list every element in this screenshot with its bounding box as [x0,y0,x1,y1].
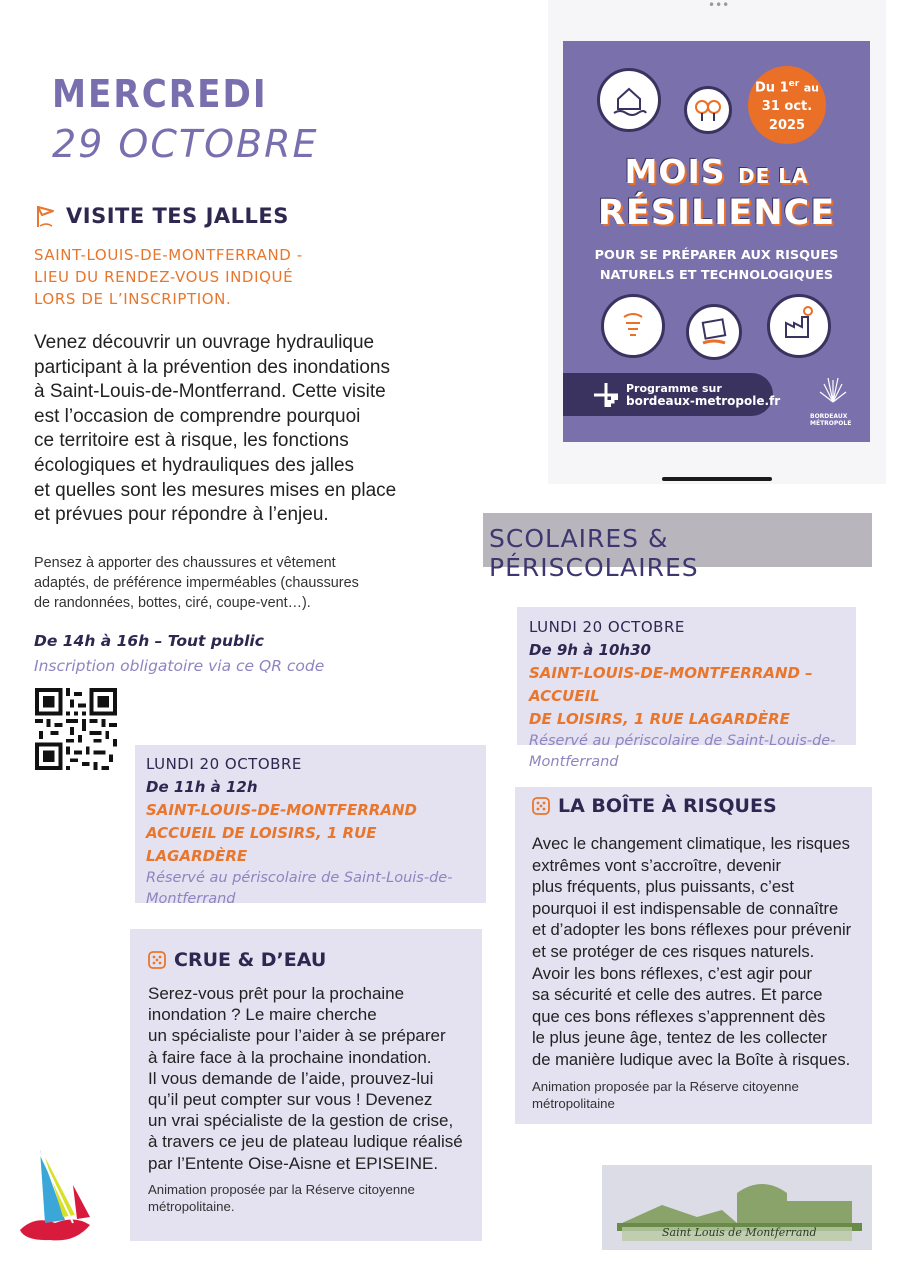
more-dots-icon[interactable]: ••• [708,0,730,12]
visit-time: De 14h à 16h – Tout public [34,632,264,650]
sail-logo [15,1145,95,1243]
session-day: LUNDI 20 OCTOBRE [146,755,302,773]
visit-heading [34,204,289,228]
poster-title-1: MOIS DE LA [624,152,809,191]
session-reserved-2: Montferrand [529,754,619,770]
scolaires-heading: SCOLAIRES & PÉRISCOLAIRES [483,513,872,567]
flood-house-icon [597,68,661,132]
saint-louis-logo-text: Saint Louis de Montferrand [662,1226,817,1239]
visit-note: Pensez à apporter des chaussures et vêtement adaptés, de préférence imperméables (chaussures de randonnées, bottes, ciré, coupe-vent…). [34,555,359,611]
qr-code[interactable] [35,688,117,770]
session-time: De 9h à 10h30 [529,641,651,659]
session-box-right [517,607,856,770]
storm-icon [601,294,665,358]
metropole-logo-text: BORDEAUX MÉTROPOLE [810,413,852,427]
game-description: Avec le changement climatique, les risques extrêmes vont s’accroître, devenir plus fréquents, plus puissants, c’est pourquoi il est indispensable de connaître et d’adopter les bons réflexes pour prévenir et se protéger de ces risques naturels. Avoir les bons réflexes, c’est agir pour sa sécurité et celle des autres. Et parce que ces bons réflexes s’apprennent dès le plus jeune âge, tentez de les collecter de manière ludique avec la Boîte à risques. [532,834,852,1069]
game-box-boite [515,787,872,1124]
dice-icon [532,797,550,815]
game-box-crue [130,929,482,1241]
session-location-1: SAINT-LOUIS-DE-MONTFERRAND [146,801,417,819]
day-title: MERCREDI [52,72,268,116]
session-time: De 11h à 12h [146,778,258,796]
metropole-logo-icon [816,374,850,412]
date-title: 29 OCTOBRE [52,122,319,166]
game-title: LA BOÎTE À RISQUES [558,795,777,817]
poster-title-2: RÉSILIENCE [597,193,836,233]
factory-icon [767,294,831,358]
session-box-left [135,745,486,907]
visit-description: Venez découvrir un ouvrage hydraulique participant à la prévention des inondations à Saint-Louis-de-Montferrand. Cette visite est l’occasion de comprendre pourquoi ce territoire est à risque, les fonctions écologiques et hydrauliques des jalles et quelles sont les mesures mises en place et prévues pour répondre à l’enjeu. [34,332,397,526]
visit-location: SAINT-LOUIS-DE-MONTFERRAND - LIEU DU RENDEZ-VOUS INDIQUÉ LORS DE L’INSCRIPTION. [34,246,303,308]
forest-fire-icon [684,86,732,134]
game-note: Animation proposée par la Réserve citoyenne métropolitaine. [148,1181,415,1214]
session-day: LUNDI 20 OCTOBRE [529,618,685,636]
session-location-2: DE LOISIRS, 1 RUE LAGARDÈRE [529,710,790,728]
session-location-1: SAINT-LOUIS-DE-MONTFERRAND – ACCUEIL [529,664,813,705]
session-reserved-1: Réservé au périscolaire de Saint-Louis-de- [146,870,453,886]
visit-registration: Inscription obligatoire via ce QR code [34,657,325,675]
poster-qr-icon [594,383,618,407]
poster-subtitle: POUR SE PRÉPARER AUX RISQUES NATURELS ET TECHNOLOGIQUES [594,248,839,283]
document-icon [686,304,742,360]
program-text: Programme sur bordeaux-metropole.fr [626,382,781,408]
session-reserved-1: Réservé au périscolaire de Saint-Louis-de- [529,733,836,749]
game-heading [532,795,855,817]
home-indicator [662,477,772,481]
flag-icon [34,204,58,228]
session-location-2: ACCUEIL DE LOISIRS, 1 RUE LAGARDÈRE [146,824,377,865]
dice-icon [148,951,166,969]
game-description: Serez-vous prêt pour la prochaine inondation ? Le maire cherche un spécialiste pour l’aider à se préparer à faire face à la prochaine inondation. Il vous demande de l’aide, prouvez-lui qu’il peut compter sur vous ! Devenez un vrai spécialiste de la gestion de crise, à travers ce jeu de plateau ludique réalisé par l’Entente Oise-Aisne et EPISEINE. [148,984,463,1173]
game-note: Animation proposée par la Réserve citoyenne métropolitaine [532,1078,799,1111]
game-title: CRUE & D’EAU [174,949,327,971]
game-heading [148,949,464,971]
session-reserved-2: Montferrand [146,891,236,907]
visit-title: VISITE TES JALLES [66,204,289,228]
date-badge: Du 1er au 31 oct. 2025 [748,66,826,144]
